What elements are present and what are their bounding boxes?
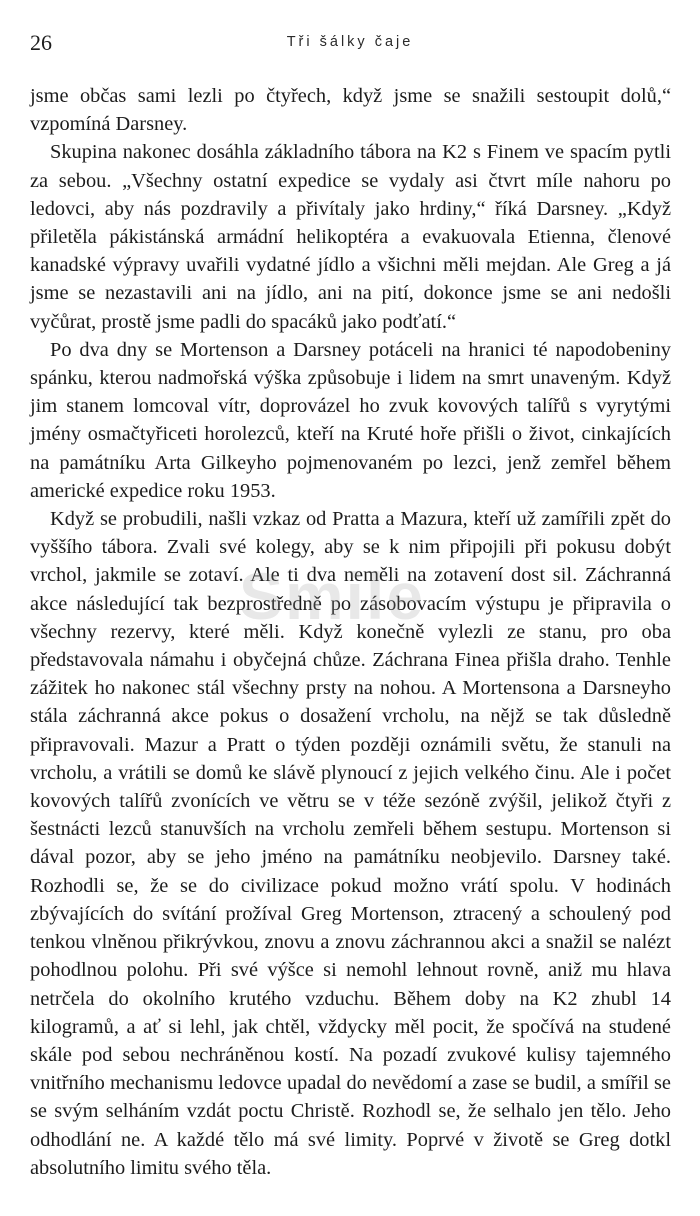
watermark-logo: Smile [238,559,426,633]
running-title: Tři šálky čaje [286,34,414,50]
page-number: 26 [30,30,52,55]
paragraph-sleep: Po dva dny se Mortenson a Darsney potáceli na hranici té napodobeniny spánku, kterou nadmořská výška způsobuje i lidem na smrt unaveným. Když jim stanem lomcoval vítr, doprovázel ho zvuk kovových talířů s vyrytými jmény osmačtyřiceti horolezců, kteří na Kruté hoře přišli o život, cinkajících na památníku Arta Gilkeyho pojmenovaném po lezci, jenž zemřel během americké expedice roku 1953. [30,338,671,502]
paragraph-continuation: jsme občas sami lezli po čtyřech, když jsme se snažili sestoupit dolů,“ vzpomíná Darsney. [30,85,671,136]
paragraph-base-camp: Skupina nakonec dosáhla základního tábora na K2 s Finem ve spacím pytli za sebou. „Všechny ostatní expedice se vydaly asi čtvrt míle nahoru po ledovci, aby nás pozdravily a přivítaly jako hrdiny,“ říká Darsney. „Když přiletěla pákistánská armádní helikoptéra a evakuovala Etienna, členové kanadské výpravy uvařili vydatné jídlo a všichni měli mejdan. Ale Greg a já jsme se nezastavili ani na jídlo, ani na pití, dokonce jsme se ani nedošli vyčůrat, prostě jsme padli do spacáků jako podťatí.“ [30,141,671,333]
body-text [30,82,671,1182]
paragraph-awakening: Když se probudili, našli vzkaz od Pratta a Mazura, kteří už zamířili zpět do vyššího tábora. Zvali své kolegy, aby se k nim připojili při pokusu dobýt vrchol, jakmile se zotaví. Ale ti dva neměli na zotavení dost sil. Záchranná akce následující tak bezprostředně po zásobovacím výstupu je připravila o všechny rezervy, které měli. Když konečně vylezli ze stanu, pro oba představovala námahu i obyčejná chůze. Záchrana Finea přišla draho. Tenhle zážitek ho nakonec stál všechny prsty na nohou. A Mortensona a Darsneyho stála záchranná akce pokus o dosažení vrcholu, na nějž se tak důsledně připravovali. Mazur a Pratt o týden později oznámili světu, že stanuli na vrcholu, a vrátili se domů ke slávě plynoucí z jejich velkého činu. Ale i počet kovových talířů zvonících ve větru se v téže sezóně zvýšil, jelikož čtyři z šestnácti lezců stanuvších na vrcholu zemřeli během sestupu. Mortenson si dával pozor, aby se jeho jméno na památníku neobjevilo. Darsney také. Rozhodli se, že se do civilizace pokud možno vrátí spolu. V hodinách zbývajících do svítání prožíval Greg Mortenson, ztracený a schoulený pod tenkou vlněnou přikrývkou, znovu a znovu záchrannou akci a snažil se nalézt pohodlnou polohu. Při své výšce si nemohl lehnout rovně, aniž mu hlava netrčela do okolního krutého vzduchu. Během doby na K2 zhubl 14 kilogramů, a ať si lehl, jak chtěl, vždycky měl pocit, že spočívá na studené skále pod sebou nechráněnou kostí. Na pozadí zvukové kulisy tajemného vnitřního mechanismu ledovce upadal do nevědomí a zase se budil, a smířil se se svým selháním vzdát poctu Christě. Rozhodl se, že selhalo jen tělo. Jeho odhodlání ne. A každé tělo má své limity. Poprvé v životě se Greg dotkl absolutního limitu svého těla. [30,508,671,1179]
page-header [30,30,670,60]
